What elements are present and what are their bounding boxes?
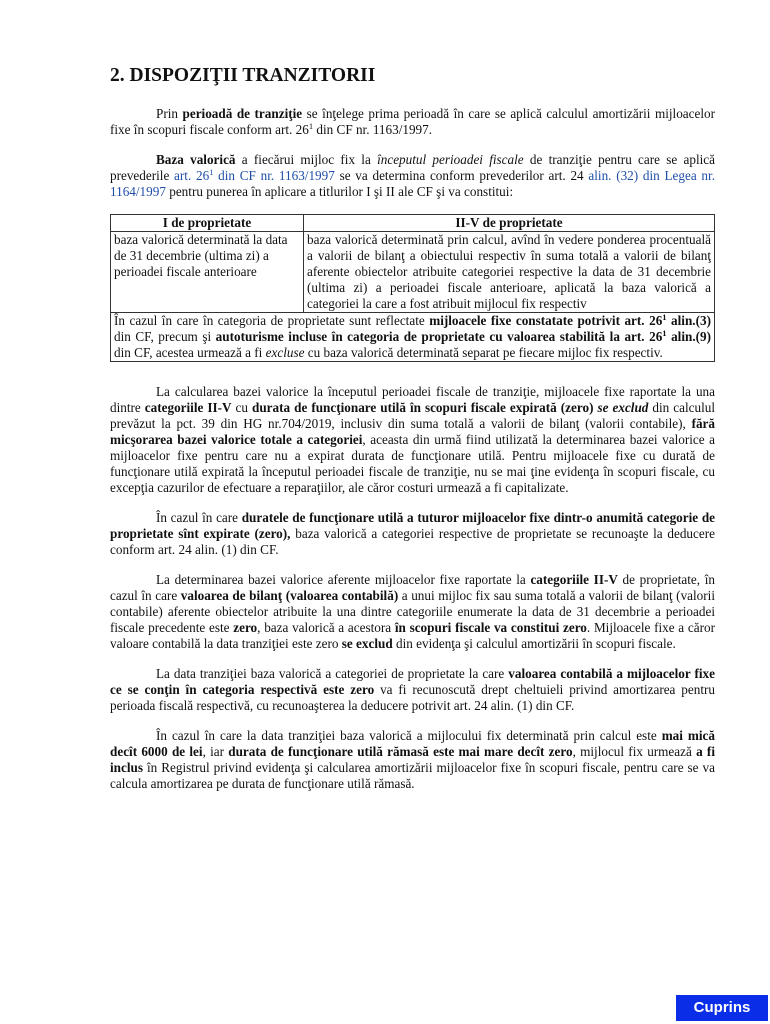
bold-term: fără micşorarea bazei valorice totale a categoriei [110, 416, 715, 447]
text: alin.(3) [666, 313, 711, 328]
text: din CF nr. 1163/1997. [313, 122, 433, 137]
cuprins-button[interactable]: Cuprins [676, 995, 768, 1021]
table-note-cell [111, 313, 715, 362]
text: din evidenţa şi calculul amortizării în scopuri fiscale. [392, 636, 676, 651]
text: pentru punerea în aplicare a titlurilor I şi II ale CF şi va constitui: [165, 184, 514, 199]
text: a fiecărui mijloc fix la [235, 152, 378, 167]
superscript[interactable]: 1 [209, 167, 214, 177]
text: În cazul în care în categoria de proprietate sunt reflectate [114, 313, 430, 328]
bold-term [216, 329, 711, 344]
text: . Mijloacele fixe a căror valoare contabilă la data tranziţiei este zero [110, 620, 715, 651]
text: mijloacele fixe constatate potrivit art. 26 [429, 313, 663, 328]
text: cu [231, 400, 253, 415]
table-row-note [111, 313, 715, 362]
text: va fi recunoscută drept cheltuieli privind amortizarea pentru perioada fiscală respectivă, cu recunoaşterea la deducere potrivit art. 24 alin. (1) din CF. [110, 682, 716, 713]
text: de tranziţie pentru care se aplică prevederile [110, 152, 715, 183]
bold-term: perioadă de tranziţie [182, 106, 303, 121]
bold-term: a fi inclus [110, 744, 715, 775]
paragraph-value-base [110, 152, 715, 200]
text: în Registrul privind evidenţa şi calcularea amortizării mijloacelor fixe în scopuri fiscale, pentru care se va calcula amortizarea pe durata de funcţionare utilă rămasă. [110, 760, 715, 791]
paragraph-category-zero [110, 666, 715, 714]
table-header-row [111, 215, 715, 232]
text: din CF, acestea urmează a fi [114, 345, 266, 360]
superscript: 1 [662, 312, 667, 322]
italic-term: excluse [265, 345, 305, 360]
text: La data tranziţiei baza valorică a categoriei de proprietate la care [156, 666, 509, 681]
bold-term: valoarea de bilanţ (valoarea contabilă) [180, 588, 399, 603]
bold-term: mai mică decît 6000 de lei [110, 728, 715, 759]
text: În cazul în care [156, 510, 242, 525]
text: , iar [202, 744, 229, 759]
text: , baza valorică a acestora [257, 620, 395, 635]
section-heading: 2. DISPOZIŢII TRANZITORII [110, 65, 376, 86]
link-law-1164[interactable]: alin. (32) din Legea nr. 1164/1997 [110, 168, 715, 199]
italic-term: începutul perioadei fiscale [377, 152, 524, 167]
text: alin.(9) [666, 329, 711, 344]
text: , aceasta din urmă fiind utilizată la determinarea bazei valorice a mijloacelor fixe pentru care nu a expirat durata de funcţionare utilă. Pentru mijloacele fixe cu durată de funcţionare utilă expirată la începutul perioadei fiscale de tranziţie, nu se mai ţine evidenţa în scopuri fiscale, cu excepţia cazurilor de efectuare a reparaţiilor, ale căror costuri urmează a fi capitalizate. [110, 432, 716, 495]
paragraph-transition-period [110, 106, 715, 138]
bold-term: se exclud [341, 636, 393, 651]
text: de proprietate, în cazul în care [110, 572, 716, 603]
text: din calculul prevăzut la pct. 39 din HG nr.704/2019, inclusiv din suma totală a valorii de bilanţ (valorii contabile), [110, 400, 715, 431]
table-cell-category-ii-v: baza valorică determinată prin calcul, avînd în vedere ponderea procentuală a valorii de bilanţ a obiectului respectiv în suma totală a valorii de bilanţ aferente obiectelor atribuite categoriei respective la data de 31 decembrie (ultima zi) a perioadei fiscale anterioare, aplicată la baza valorică a categoriei la care a fost atribuit mijlocul fix respectiv [304, 232, 715, 313]
value-base-table [110, 214, 715, 362]
link-text[interactable]: art. 26 [174, 168, 210, 183]
paragraph-expired-duration [110, 384, 715, 496]
bold-term [429, 313, 711, 328]
text: autoturisme incluse în categoria de proprietate cu valoarea stabilită la art. 26 [215, 329, 663, 344]
bold-term: categoriile II-V [144, 400, 232, 415]
superscript: 1 [308, 121, 314, 131]
text: se va determina conform prevederilor art. 24 [334, 168, 589, 183]
text: Prin [156, 106, 183, 121]
table-cell-category-i: baza valorică determinată la data de 31 decembrie (ultima zi) a perioadei fiscale anterioare [111, 232, 304, 313]
bold-term: valoarea contabilă a mijloacelor fixe ce se conţin în categoria respectivă este zero [110, 666, 715, 697]
page-content [110, 64, 715, 806]
text: din CF, precum şi [114, 329, 216, 344]
paragraph-zero-book-value [110, 572, 715, 652]
text: La determinarea bazei valorice aferente mijloacelor fixe raportate la [156, 572, 531, 587]
text: cu baza valorică determinată separat pe fiecare mijloc fix respectiv. [304, 345, 663, 360]
link-art-26-cf[interactable] [174, 168, 335, 183]
bold-term: în scopuri fiscale va constitui zero [394, 620, 587, 635]
text: se înţelege prima perioadă în care se aplică calculul amortizării mijloacelor fixe în scopuri fiscale conform art. 26 [110, 106, 715, 137]
paragraph-all-expired [110, 510, 715, 558]
text: În cazul în care la data tranziţiei baza valorică a mijlocului fix determinată prin calcul este [156, 728, 662, 743]
table-header-category-ii-v: II-V de proprietate [304, 215, 715, 232]
bold-italic-term: se exclud [597, 400, 649, 415]
table-header-category-i: I de proprietate [111, 215, 304, 232]
bold-term: duratele de funcţionare utilă a tuturor mijloacelor fixe dintr-o anumită categorie de proprietate sînt expirate (zero), [110, 510, 716, 541]
paragraph-below-6000 [110, 728, 715, 792]
bold-term: categoriile II-V [530, 572, 618, 587]
text: La calcularea bazei valorice la începutul perioadei fiscale de tranziţie, mijloacele fixe raportate la una dintre [110, 384, 715, 415]
text: baza valorică a categoriei respective de proprietate se recunoaşte la deducere conform art. 24 alin. (1) din CF. [110, 526, 715, 557]
bold-term: durata de funcţionare utilă rămasă este mai mare decît zero [228, 744, 573, 759]
bold-term: durata de funcţionare utilă în scopuri fiscale expirată (zero) [252, 400, 594, 415]
bold-term: zero [233, 620, 258, 635]
table-row [111, 232, 715, 313]
superscript: 1 [662, 328, 667, 338]
bold-term: Baza valorică [156, 152, 236, 167]
text: , mijlocul fix urmează [572, 744, 697, 759]
text: a unui mijloc fix sau suma totală a valorii de bilanţ (valorii contabile) aferente obiectelor atribuite la una dintre categoriile enumerate la data de 31 decembrie a perioadei fiscale precedente este [110, 588, 715, 635]
link-text[interactable]: din CF nr. 1163/1997 [213, 168, 335, 183]
